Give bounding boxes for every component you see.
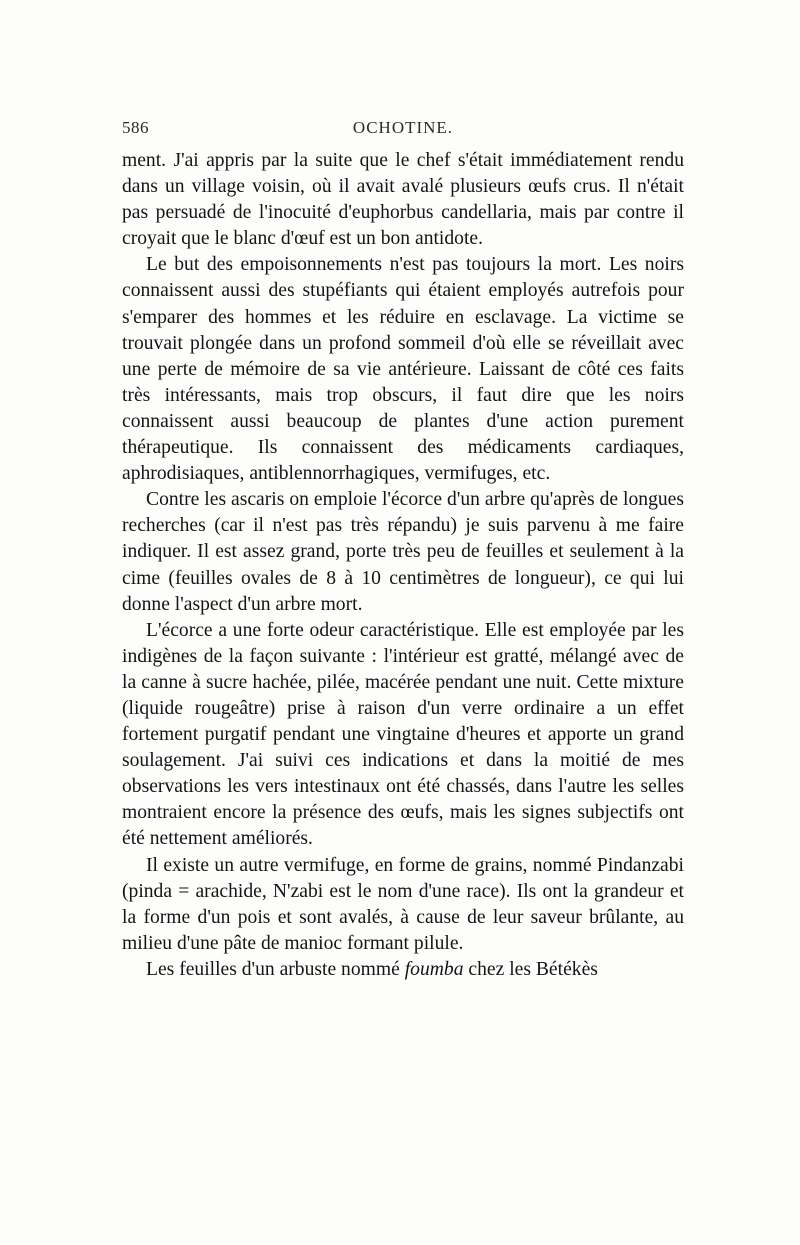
page-number: 586 (122, 118, 149, 137)
running-head (122, 118, 684, 140)
paragraph-pindanzabi: Il existe un autre vermifuge, en forme de grains, nommé Pindanzabi (pinda = arachide, N'zabi est le nom d'une race). Ils ont la grandeur et la forme d'un pois et sont avalés, à cause de leur saveur brûlante, au milieu d'une pâte de manioc formant pilule. (122, 854, 684, 954)
body-text (122, 148, 684, 983)
paragraph-empoisonnements: Le but des empoisonnements n'est pas toujours la mort. Les noirs connaissent aussi des stupéfiants qui étaient employés autrefois pour s'emparer des hommes et les réduire en esclavage. La victime se trouvait plongée dans un profond sommeil d'où elle se réveillait avec une perte de mémoire de sa vie antérieure. Laissant de côté ces faits très intéressants, mais trop obscurs, il faut dire que les noirs connaissent aussi beaucoup de plantes d'une action purement thérapeutique. Ils connaissent des médicaments cardiaques, aphrodisiaques, antiblennorrhagiques, vermifuges, etc. (122, 254, 684, 485)
foumba-text-before: Les feuilles d'un arbuste nommé (146, 958, 405, 980)
paragraph-ecorce: L'écorce a une forte odeur caractéristique. Elle est employée par les indigènes de la façon suivante : l'intérieur est gratté, mélangé avec de la canne à sucre hachée, pilée, macérée pendant une nuit. Cette mixture (liquide rougeâtre) prise à raison d'un verre ordinaire a un effet fortement purgatif pendant une vingtaine d'heures et apporte un grand soulagement. J'ai suivi ces indications et dans la moitié de mes observations les vers intestinaux ont été chassés, dans l'autre les selles montraient encore la présence des œufs, mais les signes subjectifs ont été nettement améliorés. (122, 619, 684, 850)
foumba-italic-term: foumba (404, 958, 464, 980)
paragraph-continuation: ment. J'ai appris par la suite que le chef s'était immédiatement rendu dans un village voisin, où il avait avalé plusieurs œufs crus. Il n'était pas persuadé de l'inocuité d'euphorbus candellaria, mais par contre il croyait que le blanc d'œuf est un bon antidote. (122, 150, 684, 250)
foumba-text-after: chez les Bétékès (463, 958, 598, 980)
paragraph-ascaris: Contre les ascaris on emploie l'écorce d'un arbre qu'après de longues recherches (car il n'est pas très répandu) je suis parvenu à me faire indiquer. Il est assez grand, porte très peu de feuilles et seulement à la cime (feuilles ovales de 8 à 10 centimètres de longueur), ce qui lui donne l'aspect d'un arbre mort. (122, 489, 684, 615)
running-title: OCHOTINE. (352, 118, 454, 137)
paragraph-foumba (122, 957, 684, 983)
